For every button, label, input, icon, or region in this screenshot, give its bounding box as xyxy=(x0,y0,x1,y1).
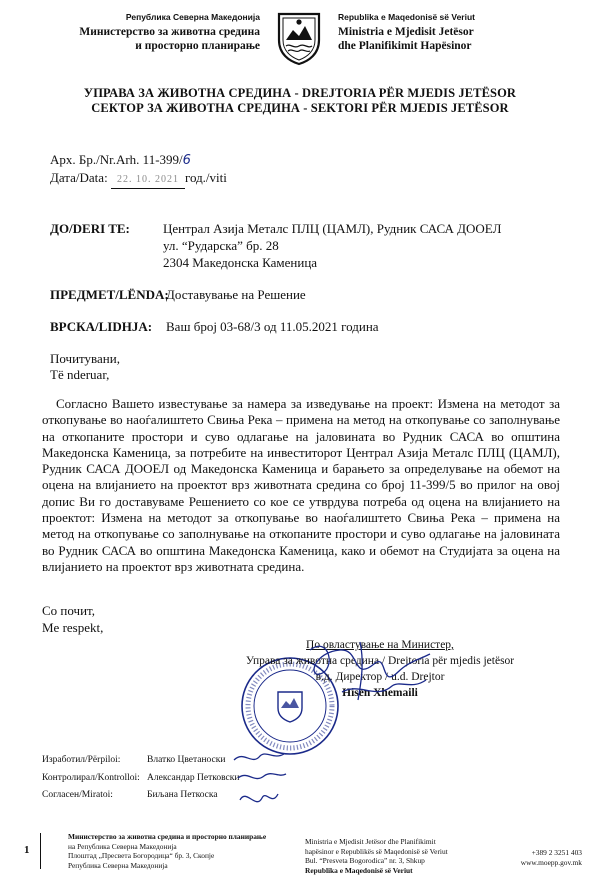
prepared-name: Влатко Цветаноски xyxy=(147,755,226,765)
approved-row xyxy=(42,787,372,805)
header-ministry-mk-line2: и просторно планирање xyxy=(135,40,260,52)
prepared-label: Изработил/Përpiloi: xyxy=(42,755,121,765)
footer-sq-line2: hapësinor e Republikës së Maqedonisë së Veriut xyxy=(305,846,448,856)
archive-number-label: Арх. Бр./Nr.Arh. 11-399/ xyxy=(50,152,183,167)
header-country-sq: Republika e Maqedonisë së Veriut xyxy=(338,12,475,22)
department-line1: УПРАВА ЗА ЖИВОТНА СРЕДИНА - DREJTORIA PËR MJEDIS JETËSOR xyxy=(83,86,517,100)
closing-sq: Me respekt, xyxy=(42,620,104,635)
footer-sq-line1: Ministria e Mjedisit Jetësor dhe Planifikimit xyxy=(305,837,436,846)
controlled-label: Контролирал/Kontrolloi: xyxy=(42,772,140,783)
footer-sq-line3: Bul. “Presveta Bogorodica” nr. 3, Shkup xyxy=(305,856,425,866)
department-line2: СЕКТОР ЗА ЖИВОТНА СРЕДИНА - SEKTORI PËR MJEDIS JETËSOR xyxy=(91,101,509,115)
archive-number xyxy=(50,152,191,169)
prepared-by-block xyxy=(42,752,372,805)
approved-label: Согласен/Miratoi: xyxy=(42,790,113,800)
header-ministry-mk-line1: Министерство за животна средина xyxy=(79,26,260,38)
link-label: ВРСКА/LIDHJA: xyxy=(50,319,153,334)
footer-sq-address xyxy=(305,837,505,875)
subject-text: Доставување на Решение xyxy=(166,287,306,302)
recipient-label: ДО/DERI TE: xyxy=(50,221,130,236)
page-number: 1 xyxy=(24,844,30,856)
date-label: Дата/Data: xyxy=(50,170,108,185)
signature-line3: в.д. Директор / u.d. Drejtor xyxy=(315,671,445,683)
body-paragraph: Согласно Вашето известување за намера за изведување на проект: Измена на методот за откопување во наоѓалиштето Свиња Река – примена на метод на откопување со заполнување на откопаните простори и суво одлагање на јаловината во Рудник САСА во општина Македонска Каменица, за потребите на инвеститорот Централ Азија Металс ПЛЦ (ЦАМЛ), Рудник САСА ДООЕЛ од Македонска Каменица и барањето за определување на обемот на оцена на влијанието на проектот врз животната средина со број 11-399/5 во прилог на овој допис Ви го доставуваме Решението со кое се утврдува потреба од оцена на влијанието на проектот: Измена на методот за откопување во наоѓалиштето Свиња Река – примена на метод на откопување со заполнување на откопаните простори и суво одлагање на јаловината во Рудник САСА во општина Македонска Каменица, како и обемот на Студијата за оцена на влијанието на проектот врз животната средина. xyxy=(42,396,560,574)
link-text: Ваш број 03-68/3 од 11.05.2021 година xyxy=(166,319,379,334)
signature-line1: По овластување на Министер, xyxy=(306,639,454,651)
footer-mk-line4: Република Северна Македонија xyxy=(68,860,168,870)
footer-website: www.moepp.gov.mk xyxy=(520,857,582,867)
signature-line2: Управа за животна средина / Drejtoria për mjedis jetësor xyxy=(245,655,515,667)
controlled-name: Александар Петковски xyxy=(147,772,240,783)
recipient-line2: ул. “Рударска” бр. 28 xyxy=(163,238,279,253)
closing-mk: Со почит, xyxy=(42,603,95,618)
footer-sq-line4: Republika e Maqedonisë së Veriut xyxy=(305,865,413,875)
greeting-sq: Të nderuar, xyxy=(50,367,110,382)
initials-icon xyxy=(230,748,290,814)
coat-of-arms-icon xyxy=(272,10,326,66)
subject-label: ПРЕДМЕТ/LËNDA: xyxy=(50,287,169,302)
controlled-row xyxy=(42,770,372,788)
footer-mk-line3: Плоштад „Пресвета Богородица“ бр. 3, Скопје xyxy=(68,851,215,861)
header-country-mk: Република Северна Македонија xyxy=(125,12,260,22)
header-ministry-sq-line1: Ministria e Mjedisit Jetësor xyxy=(338,26,474,38)
approved-name: Биљана Петкоска xyxy=(147,790,218,800)
header-ministry-sq-line2: dhe Planifikimit Hapësinor xyxy=(338,40,472,52)
footer-mk-line2: на Република Северна Македонија xyxy=(68,841,177,851)
date-suffix: год./viti xyxy=(184,170,227,185)
footer-divider xyxy=(40,833,41,869)
recipient-line3: 2304 Македонска Каменица xyxy=(163,255,318,270)
handwritten-signature-icon xyxy=(300,630,450,710)
prepared-row xyxy=(42,752,372,770)
footer-contact xyxy=(500,848,582,867)
footer-mk-line1: Министерство за животна средина и просторно планирање xyxy=(68,832,267,841)
date-stamp: 22. 10. 2021 xyxy=(111,172,185,189)
archive-number-handwritten: 6 xyxy=(182,153,191,168)
footer-mk-address xyxy=(68,832,298,870)
document-date xyxy=(50,170,350,189)
signature-name: Hisen Xhemaili xyxy=(342,687,418,699)
greeting-mk: Почитувани, xyxy=(50,351,120,366)
footer-phone: +389 2 3251 403 xyxy=(531,848,582,857)
recipient-line1: Централ Азија Металс ПЛЦ (ЦАМЛ), Рудник САСА ДООЕЛ xyxy=(163,221,502,236)
